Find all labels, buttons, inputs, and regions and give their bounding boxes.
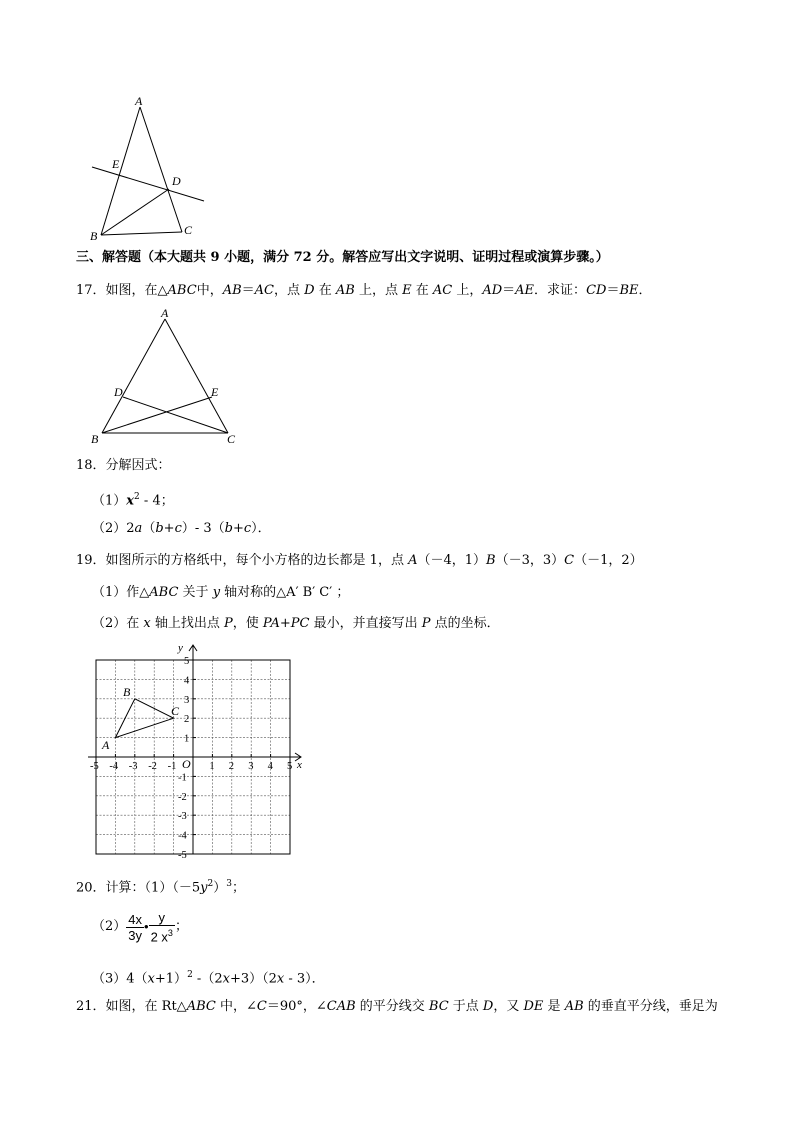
edge-ac — [140, 107, 182, 232]
label-c: C — [227, 432, 236, 445]
question-20-part3: $(3)4(x+1)^2$ -（2x+3）（2x - 3）． — [92, 970, 325, 987]
segment-cd — [123, 397, 228, 433]
label-b: B — [90, 229, 98, 243]
y-tick-label: 2 — [184, 714, 190, 726]
y-axis-label: y — [178, 642, 183, 654]
edge-ac — [165, 319, 228, 433]
question-20-part1: 20．计算：$(1)(-5y^2)^3$； — [76, 879, 245, 896]
y-tick-label: 1 — [184, 733, 190, 745]
y-tick-label: 3 — [184, 694, 190, 706]
question-18-title: 18．分解因式： — [76, 458, 171, 473]
point-a-label: A — [102, 738, 110, 752]
question-20-part2: （2） $\frac{4x}{3y}$ • $\frac{y}{2 x^3}$ ； — [92, 910, 188, 945]
label-b: B — [91, 432, 99, 445]
label-a: A — [135, 94, 143, 108]
section-heading: 三、解答题（本大题共 9 小题，满分 72 分。解答应写出文字说明、证明过程或演算步骤。） — [76, 250, 609, 265]
y-tick-label: -2 — [178, 791, 187, 803]
secant-line — [92, 167, 204, 201]
x-tick-label: 5 — [287, 761, 293, 772]
y-tick-label: 4 — [184, 675, 190, 687]
edge-bc — [101, 232, 182, 235]
x-tick-label: 3 — [248, 761, 254, 772]
x-tick-label: 1 — [209, 761, 215, 772]
x-tick-label: 2 — [228, 761, 235, 772]
origin-label: O — [182, 757, 191, 771]
x-tick-label: -1 — [167, 761, 177, 772]
question-21: 21．如图，在 Rt△ABC 中，∠C＝90°，∠CAB 的平分线交 BC 于点 D，又 DE 是 AB 的垂直平分线，垂足为 — [76, 999, 718, 1014]
question-18-part1: $(1)x^2 - 4$； — [92, 492, 174, 509]
fraction-2: $\frac{y}{2 x^3}$ — [150, 910, 173, 945]
label-e: E — [112, 157, 120, 171]
y-tick-label: -4 — [178, 830, 187, 842]
segment-bd — [101, 189, 169, 235]
fraction-1: $\frac{4x}{3y}$ — [128, 911, 143, 943]
y-tick-label: -3 — [178, 811, 187, 823]
y-tick-label: 5 — [184, 656, 190, 667]
x-tick-label: -2 — [148, 761, 157, 772]
point-b-label: B — [123, 685, 131, 699]
question-19-part1: （1）作△ABC 关于 y 轴对称的△A′ B′ C′ ； — [92, 585, 350, 600]
x-tick-label: -4 — [109, 761, 119, 772]
x-tick-label: -3 — [128, 761, 138, 772]
x-tick-label: 4 — [267, 761, 273, 772]
label-d: D — [114, 385, 123, 399]
question-18-part2: （2）2a（b+c）- 3（b+c）． — [92, 521, 271, 536]
question-19: 19．如图所示的方格纸中，每个小方格的边长都是 1，点 A（－4，1）B（－3，3）C（－1，2） — [76, 553, 643, 568]
question-17: 17．如图，在△ABC中，AB＝AC，点 D 在 AB 上，点 E 在 AC 上，AD＝AE．求证：CD＝BE． — [76, 283, 652, 298]
question-19-part2: （2）在 x 轴上找出点 P，使 PA+PC 最小，并直接写出 P 点的坐标． — [92, 616, 500, 631]
label-d: D — [172, 174, 181, 188]
y-tick-label: -5 — [178, 850, 187, 861]
point-c-label: C — [171, 704, 180, 718]
x-tick-label: -5 — [90, 761, 99, 772]
label-a: A — [161, 306, 169, 320]
x-axis-label: x — [297, 759, 302, 771]
figure-q17-triangle — [88, 305, 248, 445]
label-e: E — [211, 385, 219, 399]
figure-triangle-secant — [80, 90, 210, 245]
coordinate-grid — [85, 640, 315, 865]
label-c: C — [184, 223, 193, 237]
y-tick-label: -1 — [178, 772, 187, 784]
